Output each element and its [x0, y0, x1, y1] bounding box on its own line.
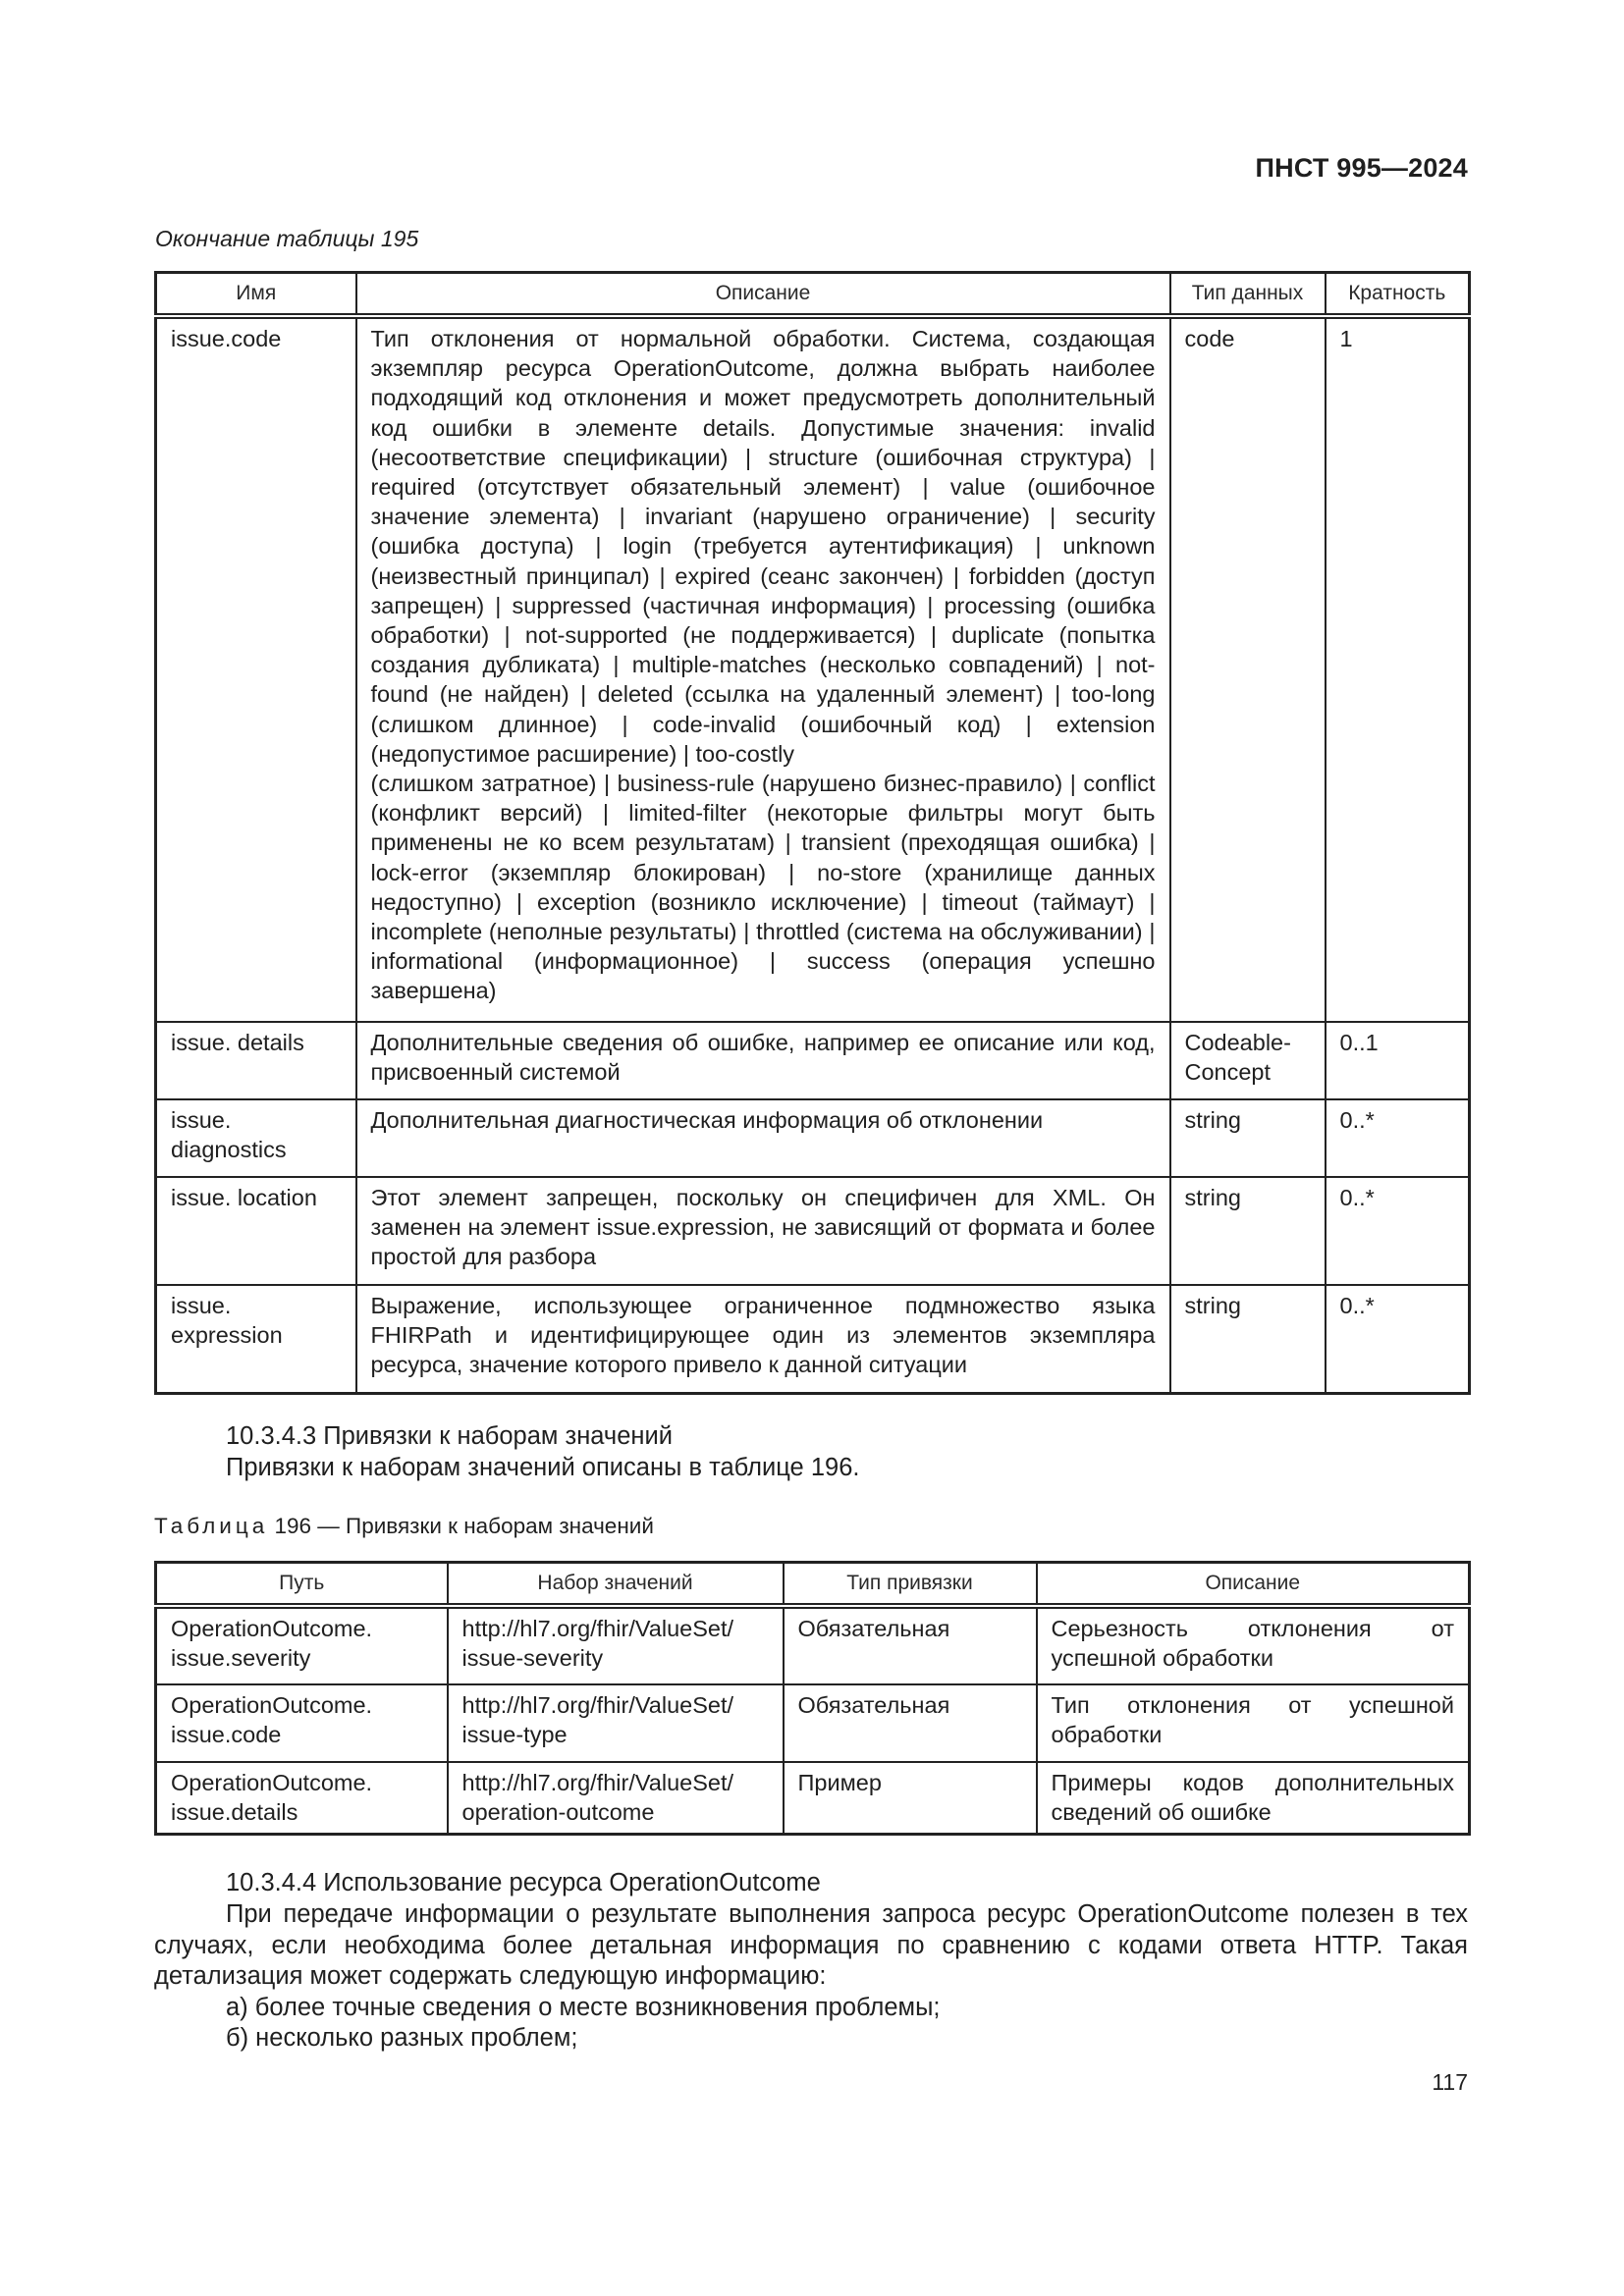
column-header-cardinality: Кратность	[1326, 273, 1470, 317]
column-header-data-type: Тип данных	[1170, 273, 1326, 317]
cell-data-type: code	[1170, 316, 1326, 1022]
list-item: а) более точные сведения о месте возникновения проблемы;	[226, 1994, 941, 2021]
table-196-caption	[154, 1514, 654, 1539]
table-row	[156, 1762, 1470, 1835]
cell-cardinality: 1	[1326, 316, 1470, 1022]
cell-value-set: http://hl7.org/fhir/ValueSet/ issue-severity	[448, 1606, 784, 1684]
cell-data-type: string	[1170, 1285, 1326, 1393]
cell-description: Тип отклонения от успешной обработки	[1037, 1684, 1470, 1762]
table-row	[156, 1285, 1470, 1393]
column-header-name: Имя	[156, 273, 356, 317]
cell-cardinality: 0..*	[1326, 1099, 1470, 1177]
cell-path: OperationOutcome. issue.code	[156, 1684, 448, 1762]
cell-name: issue. location	[156, 1177, 356, 1285]
description-text: Тип отклонения от нормальной обработки. Система, создающая экземпляр ресурса OperationOutcome, должна выбрать наиболее подходящий код отклонения и может предусмотреть дополнительный код ошибки в элементе details. Допустимые значения: invalid (несоответствие спецификации) | structure (ошибочная структура) | required (отсутствует обязательный элемент) | value (ошибочное значение элемента) | invariant (нарушено ограничение) | security (ошибка доступа) | login (требуется аутентификация) | unknown (неизвестный принципал) | expired (сеанс закончен) | forbidden (доступ запрещен) | suppressed (частичная информация) | processing (ошибка обработки) | not-supported (не поддерживается) | duplicate (попытка создания дубликата) | multiple-matches (несколько совпадений) | not-found (не найден) | deleted (ссылка на удаленный элемент) | too-long (слишком длинное) | code-invalid (ошибочный код) | extension (недопустимое расширение) | too-costly	[370, 326, 1156, 767]
table-title: 196 — Привязки к наборам значений	[268, 1514, 654, 1538]
cell-name: issue. diagnostics	[156, 1099, 356, 1177]
column-header-value-set: Набор значений	[448, 1563, 784, 1607]
table-row	[156, 316, 1470, 1022]
table-row	[156, 1684, 1470, 1762]
cell-description: Этот элемент запрещен, поскольку он специфичен для XML. Он заменен на элемент issue.expression, не зависящий от формата и более простой для разбора	[356, 1177, 1170, 1285]
section-10343-text: Привязки к наборам значений описаны в таблице 196.	[226, 1454, 860, 1481]
cell-data-type: Codeable-Concept	[1170, 1022, 1326, 1099]
cell-binding-type: Обязательная	[784, 1684, 1037, 1762]
cell-description: Серьезность отклонения от успешной обработки	[1037, 1606, 1470, 1684]
table-196	[154, 1561, 1471, 1836]
column-header-description: Описание	[1037, 1563, 1470, 1607]
section-10344-paragraph: При передаче информации о результате выполнения запроса ресурс OperationOutcome полезен в тех случаях, если необходима более детальная информация по сравнению с кодами ответа HTTP. Такая детализация может содержать следующую информацию:	[154, 1900, 1468, 1991]
cell-cardinality: 0..*	[1326, 1285, 1470, 1393]
section-10343-heading: 10.3.4.3 Привязки к наборам значений	[226, 1422, 673, 1450]
cell-cardinality: 0..1	[1326, 1022, 1470, 1099]
cell-name: issue. details	[156, 1022, 356, 1099]
cell-description: Дополнительные сведения об ошибке, например ее описание или код, присвоенный системой	[356, 1022, 1170, 1099]
table-row	[156, 1177, 1470, 1285]
table-row	[156, 1022, 1470, 1099]
document-code: ПНСТ 995—2024	[1255, 153, 1468, 183]
cell-data-type: string	[1170, 1177, 1326, 1285]
cell-cardinality: 0..*	[1326, 1177, 1470, 1285]
table-195-caption: Окончание таблицы 195	[155, 226, 419, 251]
column-header-binding-type: Тип привязки	[784, 1563, 1037, 1607]
cell-data-type: string	[1170, 1099, 1326, 1177]
cell-description: Примеры кодов дополнительных сведений об ошибке	[1037, 1762, 1470, 1835]
cell-value-set: http://hl7.org/fhir/ValueSet/ operation-outcome	[448, 1762, 784, 1835]
cell-description: Дополнительная диагностическая информация об отклонении	[356, 1099, 1170, 1177]
table-row	[156, 1606, 1470, 1684]
cell-name: issue.code	[156, 316, 356, 1022]
section-10344-heading: 10.3.4.4 Использование ресурса OperationOutcome	[226, 1869, 821, 1896]
table-label: Таблица	[154, 1514, 269, 1538]
cell-name: issue. expression	[156, 1285, 356, 1393]
cell-value-set: http://hl7.org/fhir/ValueSet/ issue-type	[448, 1684, 784, 1762]
table-row	[156, 1099, 1470, 1177]
column-header-path: Путь	[156, 1563, 448, 1607]
column-header-description: Описание	[356, 273, 1170, 317]
table-header-row	[156, 273, 1470, 317]
page-number: 117	[1432, 2069, 1468, 2095]
cell-description	[356, 316, 1170, 1022]
cell-path: OperationOutcome. issue.severity	[156, 1606, 448, 1684]
table-header-row	[156, 1563, 1470, 1607]
description-text-continued: (слишком затратное) | business-rule (нарушено бизнес-правило) | conflict (конфликт версий) | limited-filter (некоторые фильтры могут быть применены не ко всем результатам) | transient (преходящая ошибка) | lock-error (экземпляр блокирован) | no-store (хранилище данных недоступно) | exception (возникло исключение) | timeout (таймаут) | incomplete (неполные результаты) | throttled (система на обслуживании) | informational (информационное) | success (операция успешно завершена)	[370, 771, 1156, 1004]
cell-binding-type: Обязательная	[784, 1606, 1037, 1684]
table-195	[154, 271, 1471, 1395]
cell-binding-type: Пример	[784, 1762, 1037, 1835]
list-item: б) несколько разных проблем;	[226, 2024, 578, 2052]
cell-description: Выражение, использующее ограниченное подмножество языка FHIRPath и идентифицирующее один из элементов экземпляра ресурса, значение которого привело к данной ситуации	[356, 1285, 1170, 1393]
cell-path: OperationOutcome. issue.details	[156, 1762, 448, 1835]
